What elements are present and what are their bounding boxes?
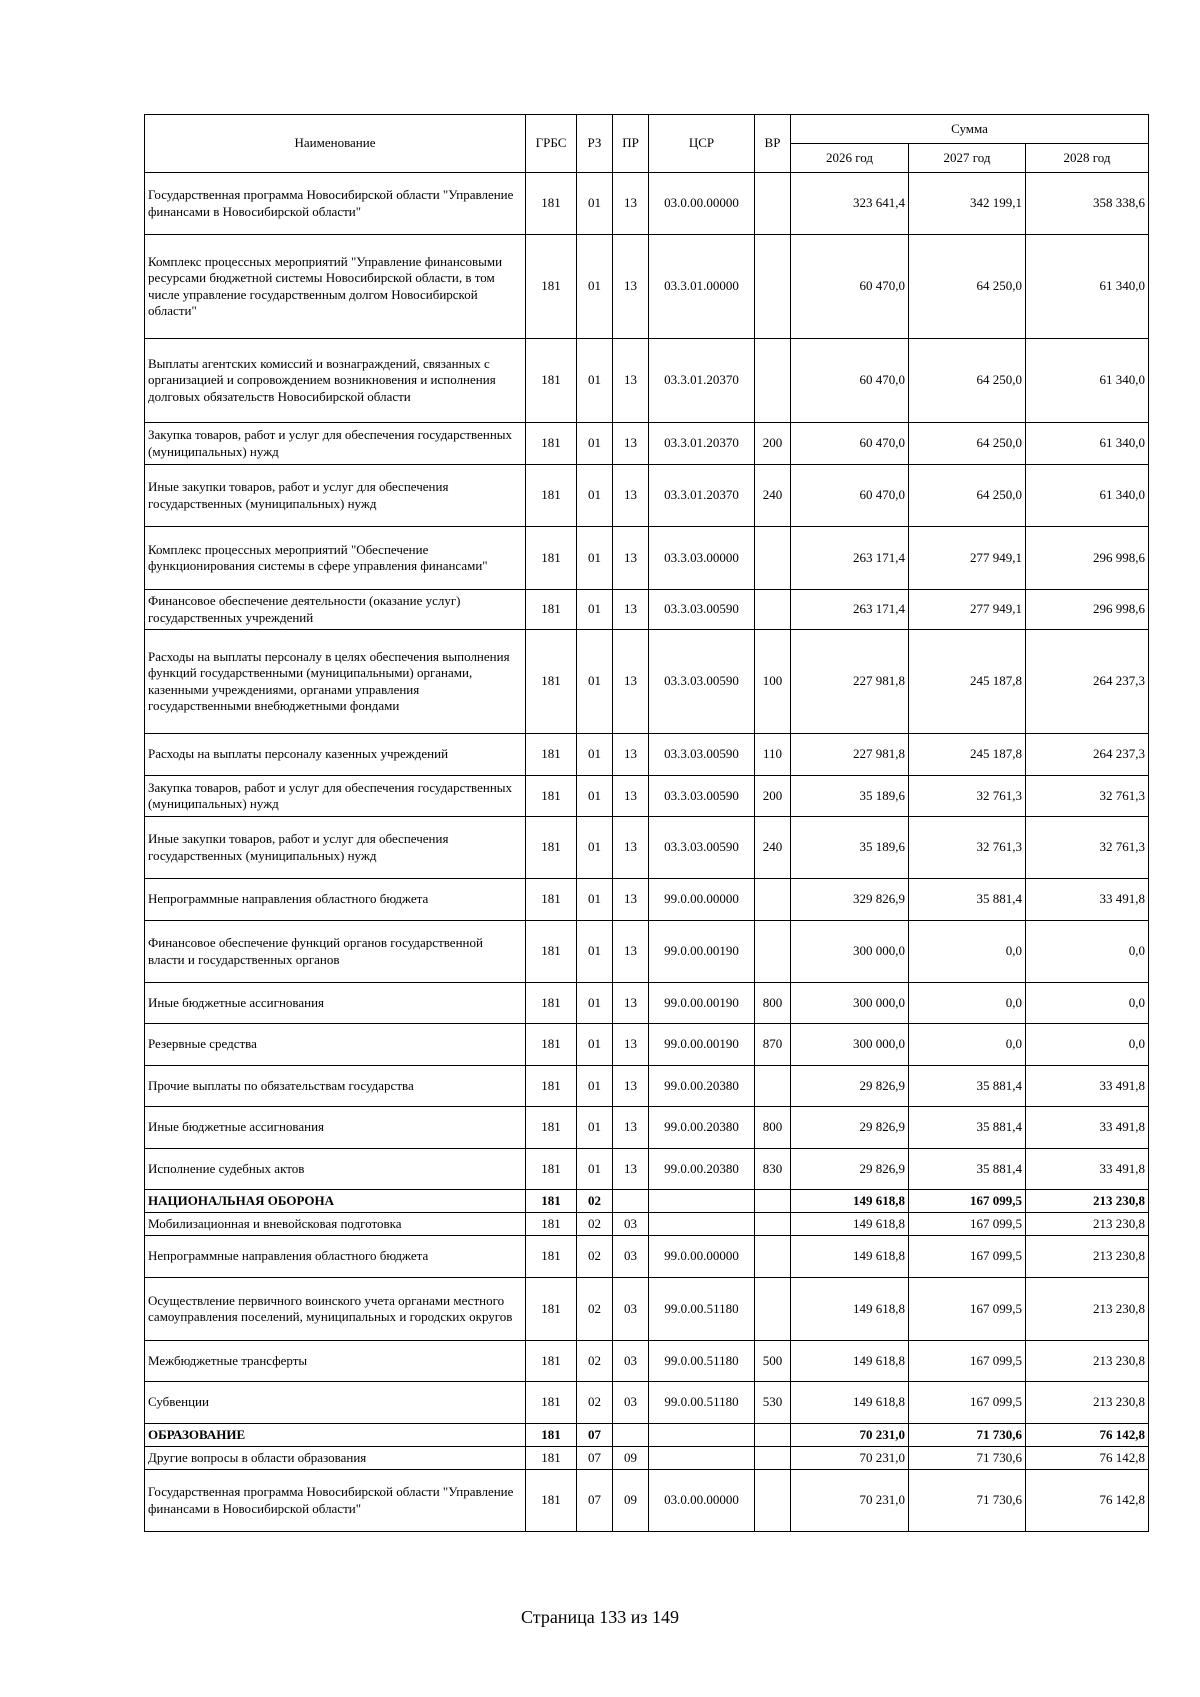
cell-pr: 13	[613, 590, 649, 630]
cell-rz: 01	[577, 1149, 613, 1190]
table-body	[145, 173, 1149, 1532]
cell-rz: 01	[577, 527, 613, 590]
table-row	[145, 983, 1149, 1024]
cell-rz: 01	[577, 817, 613, 879]
cell-2028: 32 761,3	[1026, 776, 1149, 817]
cell-grbs: 181	[526, 776, 577, 817]
cell-2028: 32 761,3	[1026, 817, 1149, 879]
cell-pr: 13	[613, 983, 649, 1024]
cell-vr: 240	[755, 817, 791, 879]
cell-grbs: 181	[526, 630, 577, 734]
cell-name: Прочие выплаты по обязательствам государства	[145, 1066, 526, 1107]
cell-pr: 13	[613, 235, 649, 339]
cell-2027: 32 761,3	[909, 817, 1026, 879]
cell-rz: 02	[577, 1341, 613, 1382]
cell-rz: 01	[577, 983, 613, 1024]
cell-csr: 03.3.03.00590	[649, 590, 755, 630]
cell-vr	[755, 1278, 791, 1341]
table-row	[145, 817, 1149, 879]
cell-2028: 61 340,0	[1026, 235, 1149, 339]
cell-vr: 110	[755, 734, 791, 776]
cell-name: Мобилизационная и вневойсковая подготовка	[145, 1213, 526, 1236]
cell-vr: 100	[755, 630, 791, 734]
cell-name: Резервные средства	[145, 1024, 526, 1066]
table-row	[145, 1236, 1149, 1278]
cell-vr	[755, 921, 791, 983]
cell-pr: 13	[613, 630, 649, 734]
cell-2028: 0,0	[1026, 1024, 1149, 1066]
cell-rz: 02	[577, 1278, 613, 1341]
table-row	[145, 1424, 1149, 1447]
cell-2027: 0,0	[909, 983, 1026, 1024]
cell-2026: 323 641,4	[791, 173, 909, 235]
cell-grbs: 181	[526, 1341, 577, 1382]
cell-2027: 64 250,0	[909, 339, 1026, 423]
cell-grbs: 181	[526, 1470, 577, 1532]
cell-grbs: 181	[526, 983, 577, 1024]
table-row	[145, 879, 1149, 921]
cell-2026: 149 618,8	[791, 1382, 909, 1424]
cell-pr: 09	[613, 1447, 649, 1470]
cell-pr: 03	[613, 1278, 649, 1341]
header-year-2027: 2027 год	[909, 144, 1026, 173]
table-row	[145, 1341, 1149, 1382]
cell-2028: 0,0	[1026, 983, 1149, 1024]
cell-2026: 149 618,8	[791, 1236, 909, 1278]
cell-csr: 99.0.00.00000	[649, 879, 755, 921]
table-row	[145, 1107, 1149, 1149]
cell-2028: 61 340,0	[1026, 339, 1149, 423]
cell-name: Иные бюджетные ассигнования	[145, 983, 526, 1024]
cell-csr: 99.0.00.20380	[649, 1066, 755, 1107]
cell-grbs: 181	[526, 1107, 577, 1149]
cell-csr: 03.3.01.20370	[649, 423, 755, 465]
cell-2026: 227 981,8	[791, 630, 909, 734]
cell-vr	[755, 1424, 791, 1447]
cell-2027: 71 730,6	[909, 1447, 1026, 1470]
cell-pr: 13	[613, 339, 649, 423]
cell-pr: 13	[613, 734, 649, 776]
cell-2027: 167 099,5	[909, 1341, 1026, 1382]
cell-name: Расходы на выплаты персоналу казенных учреждений	[145, 734, 526, 776]
cell-2026: 60 470,0	[791, 465, 909, 527]
cell-2028: 296 998,6	[1026, 527, 1149, 590]
cell-name: Исполнение судебных актов	[145, 1149, 526, 1190]
cell-pr: 03	[613, 1213, 649, 1236]
cell-grbs: 181	[526, 734, 577, 776]
cell-2026: 300 000,0	[791, 921, 909, 983]
cell-2028: 213 230,8	[1026, 1190, 1149, 1213]
table-row	[145, 776, 1149, 817]
cell-2027: 277 949,1	[909, 590, 1026, 630]
cell-csr: 99.0.00.51180	[649, 1278, 755, 1341]
cell-2027: 245 187,8	[909, 734, 1026, 776]
cell-rz: 01	[577, 423, 613, 465]
cell-pr	[613, 1424, 649, 1447]
table-row	[145, 339, 1149, 423]
cell-grbs: 181	[526, 527, 577, 590]
cell-vr: 530	[755, 1382, 791, 1424]
cell-2028: 33 491,8	[1026, 1107, 1149, 1149]
cell-pr: 13	[613, 1066, 649, 1107]
cell-rz: 01	[577, 1107, 613, 1149]
table-row	[145, 1382, 1149, 1424]
cell-rz: 01	[577, 879, 613, 921]
header-year-2028: 2028 год	[1026, 144, 1149, 173]
cell-pr: 13	[613, 173, 649, 235]
cell-csr: 99.0.00.51180	[649, 1382, 755, 1424]
cell-2026: 263 171,4	[791, 527, 909, 590]
cell-grbs: 181	[526, 1447, 577, 1470]
header-sum: Сумма	[791, 115, 1149, 144]
cell-name: Непрограммные направления областного бюджета	[145, 1236, 526, 1278]
cell-name: Иные закупки товаров, работ и услуг для обеспечения государственных (муниципальных) нужд	[145, 465, 526, 527]
cell-grbs: 181	[526, 590, 577, 630]
cell-vr: 240	[755, 465, 791, 527]
cell-csr: 03.3.03.00590	[649, 817, 755, 879]
cell-grbs: 181	[526, 817, 577, 879]
cell-2026: 60 470,0	[791, 423, 909, 465]
table-row	[145, 1149, 1149, 1190]
cell-rz: 01	[577, 235, 613, 339]
cell-vr: 500	[755, 1341, 791, 1382]
cell-vr	[755, 173, 791, 235]
cell-2026: 149 618,8	[791, 1213, 909, 1236]
cell-2028: 33 491,8	[1026, 1149, 1149, 1190]
cell-2028: 33 491,8	[1026, 879, 1149, 921]
cell-2027: 167 099,5	[909, 1382, 1026, 1424]
cell-grbs: 181	[526, 423, 577, 465]
cell-2027: 167 099,5	[909, 1236, 1026, 1278]
cell-pr: 13	[613, 527, 649, 590]
cell-rz: 02	[577, 1213, 613, 1236]
cell-name: Расходы на выплаты персоналу в целях обеспечения выполнения функций государственными (муниципальными) органами, казенными учреждениями, органами управления государственными внебюджетными фондами	[145, 630, 526, 734]
header-name: Наименование	[145, 115, 526, 173]
cell-vr	[755, 1236, 791, 1278]
cell-grbs: 181	[526, 1024, 577, 1066]
cell-csr	[649, 1447, 755, 1470]
budget-table	[144, 114, 1149, 1532]
cell-2026: 70 231,0	[791, 1470, 909, 1532]
table-row	[145, 1278, 1149, 1341]
cell-2027: 167 099,5	[909, 1278, 1026, 1341]
cell-grbs: 181	[526, 1149, 577, 1190]
cell-name: Осуществление первичного воинского учета органами местного самоуправления поселений, муниципальных и городских округов	[145, 1278, 526, 1341]
cell-2026: 70 231,0	[791, 1424, 909, 1447]
cell-2028: 61 340,0	[1026, 465, 1149, 527]
table-row	[145, 734, 1149, 776]
cell-vr	[755, 235, 791, 339]
cell-2028: 76 142,8	[1026, 1470, 1149, 1532]
cell-rz: 07	[577, 1470, 613, 1532]
table-row	[145, 1024, 1149, 1066]
cell-csr: 99.0.00.00000	[649, 1236, 755, 1278]
cell-rz: 02	[577, 1190, 613, 1213]
cell-csr: 99.0.00.20380	[649, 1107, 755, 1149]
cell-pr: 13	[613, 465, 649, 527]
cell-2026: 29 826,9	[791, 1149, 909, 1190]
cell-2028: 213 230,8	[1026, 1278, 1149, 1341]
cell-name: Финансовое обеспечение функций органов государственной власти и государственных органов	[145, 921, 526, 983]
cell-csr: 99.0.00.00190	[649, 921, 755, 983]
cell-name: Финансовое обеспечение деятельности (оказание услуг) государственных учреждений	[145, 590, 526, 630]
cell-rz: 01	[577, 630, 613, 734]
cell-csr: 03.3.01.20370	[649, 465, 755, 527]
cell-name: Выплаты агентских комиссий и вознаграждений, связанных с организацией и сопровождением возникновения и исполнения долговых обязательств Новосибирской области	[145, 339, 526, 423]
cell-vr: 800	[755, 983, 791, 1024]
page-number: Страница 133 из 149	[521, 1607, 679, 1627]
cell-rz: 01	[577, 590, 613, 630]
header-rz: РЗ	[577, 115, 613, 173]
cell-vr	[755, 1470, 791, 1532]
cell-grbs: 181	[526, 1066, 577, 1107]
cell-pr: 09	[613, 1470, 649, 1532]
cell-vr	[755, 339, 791, 423]
cell-2027: 245 187,8	[909, 630, 1026, 734]
cell-2028: 213 230,8	[1026, 1382, 1149, 1424]
cell-2026: 300 000,0	[791, 983, 909, 1024]
cell-vr	[755, 1190, 791, 1213]
cell-name: Закупка товаров, работ и услуг для обеспечения государственных (муниципальных) нужд	[145, 776, 526, 817]
table-row	[145, 1066, 1149, 1107]
cell-2026: 149 618,8	[791, 1190, 909, 1213]
cell-pr: 13	[613, 817, 649, 879]
cell-rz: 01	[577, 173, 613, 235]
cell-grbs: 181	[526, 1213, 577, 1236]
cell-grbs: 181	[526, 1278, 577, 1341]
cell-2028: 61 340,0	[1026, 423, 1149, 465]
cell-2026: 60 470,0	[791, 235, 909, 339]
cell-csr: 03.0.00.00000	[649, 1470, 755, 1532]
cell-pr: 03	[613, 1341, 649, 1382]
cell-rz: 02	[577, 1236, 613, 1278]
cell-pr: 13	[613, 423, 649, 465]
cell-2026: 149 618,8	[791, 1278, 909, 1341]
cell-grbs: 181	[526, 879, 577, 921]
cell-vr: 800	[755, 1107, 791, 1149]
cell-2027: 64 250,0	[909, 465, 1026, 527]
cell-name: Государственная программа Новосибирской области "Управление финансами в Новосибирской области"	[145, 1470, 526, 1532]
cell-pr: 13	[613, 879, 649, 921]
cell-2026: 149 618,8	[791, 1341, 909, 1382]
cell-name: Непрограммные направления областного бюджета	[145, 879, 526, 921]
cell-2026: 60 470,0	[791, 339, 909, 423]
cell-vr	[755, 879, 791, 921]
cell-pr	[613, 1190, 649, 1213]
cell-2027: 64 250,0	[909, 235, 1026, 339]
cell-vr	[755, 1213, 791, 1236]
table-row	[145, 1213, 1149, 1236]
cell-csr: 03.3.03.00000	[649, 527, 755, 590]
cell-2026: 29 826,9	[791, 1066, 909, 1107]
table-row	[145, 1190, 1149, 1213]
cell-pr: 13	[613, 1149, 649, 1190]
cell-grbs: 181	[526, 921, 577, 983]
cell-name: Иные бюджетные ассигнования	[145, 1107, 526, 1149]
cell-name: Другие вопросы в области образования	[145, 1447, 526, 1470]
cell-csr: 99.0.00.51180	[649, 1341, 755, 1382]
cell-rz: 01	[577, 776, 613, 817]
cell-2027: 35 881,4	[909, 1107, 1026, 1149]
cell-2028: 76 142,8	[1026, 1447, 1149, 1470]
cell-vr: 830	[755, 1149, 791, 1190]
table-row	[145, 1470, 1149, 1532]
cell-csr: 99.0.00.20380	[649, 1149, 755, 1190]
cell-csr: 03.0.00.00000	[649, 173, 755, 235]
cell-2026: 35 189,6	[791, 817, 909, 879]
header-csr: ЦСР	[649, 115, 755, 173]
cell-2027: 167 099,5	[909, 1190, 1026, 1213]
cell-grbs: 181	[526, 1424, 577, 1447]
cell-name: ОБРАЗОВАНИЕ	[145, 1424, 526, 1447]
cell-vr	[755, 1447, 791, 1470]
cell-grbs: 181	[526, 1382, 577, 1424]
cell-2027: 342 199,1	[909, 173, 1026, 235]
cell-2027: 32 761,3	[909, 776, 1026, 817]
table-row	[145, 465, 1149, 527]
cell-2026: 263 171,4	[791, 590, 909, 630]
cell-2028: 76 142,8	[1026, 1424, 1149, 1447]
cell-csr	[649, 1424, 755, 1447]
cell-rz: 01	[577, 1024, 613, 1066]
table-row	[145, 921, 1149, 983]
cell-pr: 13	[613, 921, 649, 983]
cell-vr: 200	[755, 776, 791, 817]
cell-2027: 71 730,6	[909, 1470, 1026, 1532]
cell-pr: 13	[613, 1107, 649, 1149]
cell-2028: 264 237,3	[1026, 630, 1149, 734]
cell-2028: 296 998,6	[1026, 590, 1149, 630]
cell-csr: 03.3.03.00590	[649, 776, 755, 817]
cell-csr: 03.3.01.00000	[649, 235, 755, 339]
cell-pr: 03	[613, 1382, 649, 1424]
cell-grbs: 181	[526, 465, 577, 527]
cell-2027: 35 881,4	[909, 879, 1026, 921]
cell-2028: 213 230,8	[1026, 1341, 1149, 1382]
cell-rz: 07	[577, 1447, 613, 1470]
cell-grbs: 181	[526, 339, 577, 423]
cell-2026: 227 981,8	[791, 734, 909, 776]
table-row	[145, 173, 1149, 235]
cell-2026: 35 189,6	[791, 776, 909, 817]
cell-2028: 213 230,8	[1026, 1236, 1149, 1278]
cell-csr: 99.0.00.00190	[649, 983, 755, 1024]
cell-vr	[755, 1066, 791, 1107]
table-row	[145, 527, 1149, 590]
cell-2028: 213 230,8	[1026, 1213, 1149, 1236]
cell-rz: 02	[577, 1382, 613, 1424]
cell-2027: 277 949,1	[909, 527, 1026, 590]
cell-2027: 0,0	[909, 1024, 1026, 1066]
cell-pr: 03	[613, 1236, 649, 1278]
table-header	[145, 115, 1149, 173]
cell-name: Комплекс процессных мероприятий "Обеспечение функционирования системы в сфере управления финансами"	[145, 527, 526, 590]
cell-2026: 329 826,9	[791, 879, 909, 921]
table-row	[145, 630, 1149, 734]
cell-csr: 03.3.03.00590	[649, 734, 755, 776]
cell-csr	[649, 1190, 755, 1213]
cell-pr: 13	[613, 776, 649, 817]
header-year-2026: 2026 год	[791, 144, 909, 173]
cell-vr: 200	[755, 423, 791, 465]
cell-name: Иные закупки товаров, работ и услуг для обеспечения государственных (муниципальных) нужд	[145, 817, 526, 879]
cell-2027: 71 730,6	[909, 1424, 1026, 1447]
cell-name: Межбюджетные трансферты	[145, 1341, 526, 1382]
cell-2028: 33 491,8	[1026, 1066, 1149, 1107]
table-row	[145, 423, 1149, 465]
cell-2028: 0,0	[1026, 921, 1149, 983]
cell-2027: 64 250,0	[909, 423, 1026, 465]
cell-rz: 01	[577, 1066, 613, 1107]
cell-csr: 03.3.01.20370	[649, 339, 755, 423]
cell-2027: 167 099,5	[909, 1213, 1026, 1236]
cell-rz: 01	[577, 465, 613, 527]
cell-rz: 07	[577, 1424, 613, 1447]
cell-pr: 13	[613, 1024, 649, 1066]
cell-grbs: 181	[526, 173, 577, 235]
cell-2027: 35 881,4	[909, 1066, 1026, 1107]
cell-rz: 01	[577, 339, 613, 423]
header-grbs: ГРБС	[526, 115, 577, 173]
cell-rz: 01	[577, 734, 613, 776]
table-row	[145, 590, 1149, 630]
header-vr: ВР	[755, 115, 791, 173]
cell-csr: 99.0.00.00190	[649, 1024, 755, 1066]
cell-name: НАЦИОНАЛЬНАЯ ОБОРОНА	[145, 1190, 526, 1213]
table-row	[145, 1447, 1149, 1470]
cell-2026: 29 826,9	[791, 1107, 909, 1149]
cell-vr	[755, 590, 791, 630]
cell-2027: 35 881,4	[909, 1149, 1026, 1190]
header-pr: ПР	[613, 115, 649, 173]
cell-csr	[649, 1213, 755, 1236]
cell-2028: 358 338,6	[1026, 173, 1149, 235]
cell-name: Государственная программа Новосибирской области "Управление финансами в Новосибирской области"	[145, 173, 526, 235]
cell-rz: 01	[577, 921, 613, 983]
cell-grbs: 181	[526, 1190, 577, 1213]
cell-csr: 03.3.03.00590	[649, 630, 755, 734]
cell-2027: 0,0	[909, 921, 1026, 983]
cell-vr	[755, 527, 791, 590]
cell-vr: 870	[755, 1024, 791, 1066]
cell-grbs: 181	[526, 235, 577, 339]
cell-2026: 300 000,0	[791, 1024, 909, 1066]
cell-name: Субвенции	[145, 1382, 526, 1424]
cell-name: Комплекс процессных мероприятий "Управление финансовыми ресурсами бюджетной системы Новосибирской области, в том числе управление государственным долгом Новосибирской области"	[145, 235, 526, 339]
cell-name: Закупка товаров, работ и услуг для обеспечения государственных (муниципальных) нужд	[145, 423, 526, 465]
cell-grbs: 181	[526, 1236, 577, 1278]
cell-2028: 264 237,3	[1026, 734, 1149, 776]
table-row	[145, 235, 1149, 339]
cell-2026: 70 231,0	[791, 1447, 909, 1470]
